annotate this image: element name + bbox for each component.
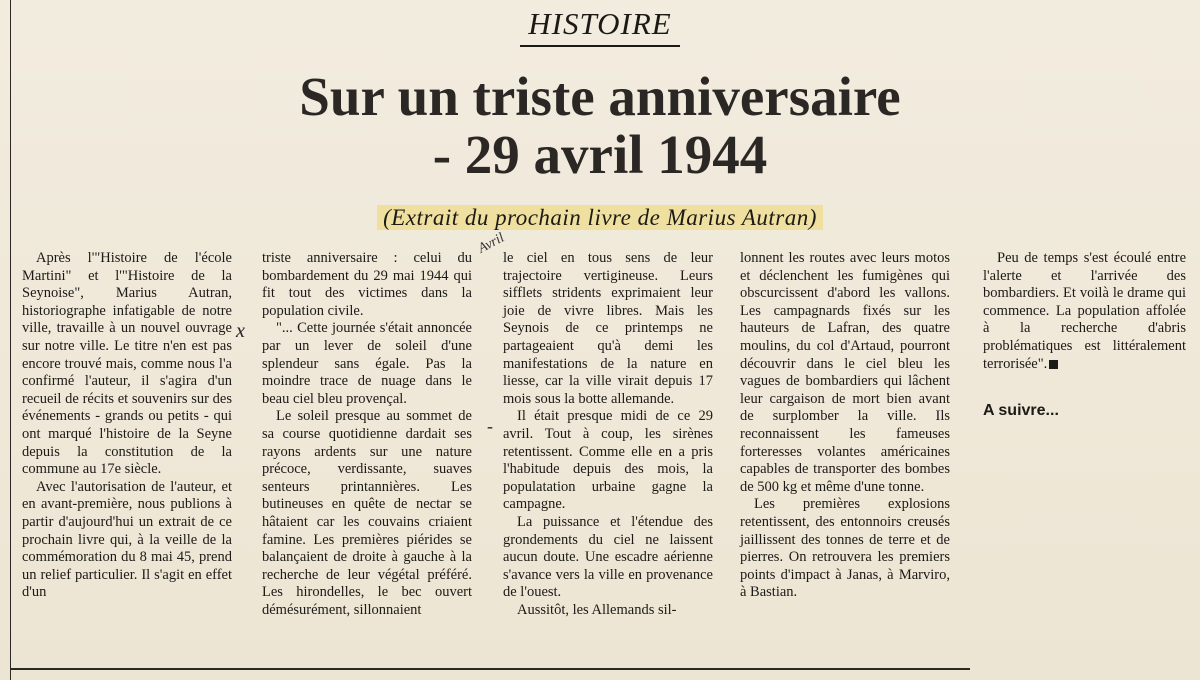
handwritten-margin-mark: x xyxy=(236,320,245,342)
section-label: HISTOIRE xyxy=(520,5,679,47)
paragraph: Avec l'autorisation de l'auteur, et en avant-première, nous publions à partir d'aujourd'hui un extrait de ce prochain livre qui, à la veille de la commémoration du 8 mai 45, prend un relief particulier. Il s'agit en effet d'un xyxy=(22,478,232,601)
bottom-border-rule xyxy=(10,668,970,670)
closing-paragraph-text: Peu de temps s'est écoulé entre l'alerte et l'arrivée des bombardiers. Et voilà le drame qui commence. La population affolée à la recherche d'abris problématiques est littéralement terrorisée". xyxy=(983,250,1186,372)
headline-line-2: - 29 avril 1944 xyxy=(432,124,768,185)
paragraph: lonnent les routes avec leurs motos et déclenchent les fumigènes qui obscurcissent d'abord les vallons. Les campagnards fixés sur les hauteurs de Lafran, des quatre moulins, du col d'Artaud, pourront découvrir dans le ciel bleu les vagues de bombardiers qui lâchent leur cargaison de mort bien avant de surplomber la ville. Ils reconnaissent les fameuses forteresses volantes américaines capables de transporter des bombes de 500 kg et même d'une tonne. xyxy=(740,250,950,495)
paragraph: triste anniversaire : celui du bombardement du 29 mai 1944 qui fit tout des victimes dans la population civile. xyxy=(262,250,472,319)
headline-line-1: Sur un triste anniversaire xyxy=(299,66,901,127)
section-heading xyxy=(0,5,1200,47)
article-column-1 xyxy=(22,250,232,602)
article-column-5 xyxy=(983,250,1186,373)
paragraph: La puissance et l'étendue des grondements du ciel ne laissent aucun doute. Une escadre aérienne s'avance vers la ville en provenance de l'ouest. xyxy=(503,513,713,601)
subheadline xyxy=(0,205,1200,231)
paragraph: Le soleil presque au sommet de sa course quotidienne dardait ses rayons ardents sur une nature précoce, verdissante, suaves senteurs printannières. Les butineuses en quête de nectar se hâtaient car les couvains criaient famine. Les premières piérides se balançaient de droite à gauche à la recherche de leur végétal préféré. Les hirondelles, le bec ouvert démésurément, sillonnaient xyxy=(262,408,472,618)
paragraph: Aussitôt, les Allemands sil- xyxy=(517,601,677,618)
to-be-continued: A suivre... xyxy=(983,402,1059,419)
article-column-3 xyxy=(503,250,713,619)
paragraph: Les premières explosions retentissent, des entonnoirs creusés jaillissent des tonnes de terre et de pierres. On retrouvera les premiers points d'impact à Janas, à Marviro, à Bastian. xyxy=(740,496,950,601)
handwritten-correction: Avril xyxy=(475,230,507,257)
end-mark-icon xyxy=(1049,360,1058,369)
subheadline-text: (Extrait du prochain livre de Marius Autran) xyxy=(377,205,823,230)
paragraph: le ciel en tous sens de leur trajectoire vertigineuse. Leurs sifflets stridents exprimaient leur joie de vivre libres. Mais les Seynois de ce printemps ne partageaient qu'à demi les manifestations de la nature en liesse, car la ville virait depuis 17 mois sous la botte allemande. xyxy=(503,250,713,407)
handwritten-margin-dash: - xyxy=(487,416,493,436)
paragraph: "... Cette journée s'était annoncée par un lever de soleil d'une splendeur sans égale. Pas la moindre trace de nuage dans le beau ciel bleu provençal. xyxy=(262,320,472,407)
article-column-4 xyxy=(740,250,950,602)
paragraph: Il était presque midi de ce 29 avril. Tout à coup, les sirènes retentissent. Comme elle en a pris l'habitude depuis des mois, la populatation urbaine gagne la campagne. xyxy=(503,408,713,513)
paragraph xyxy=(983,250,1186,373)
paragraph: Après l'"Histoire de l'école Martini" et l'"Histoire de la Seynoise", Marius Autran, historiographe infatigable de notre ville, travaille à un nouvel ouvrage sur notre ville. Le titre n'en est pas encore trouvé mais, comme nous l'a confirmé l'auteur, il s'agira d'un recueil de récits et souvenirs sur des événements - grands ou petits - qui ont marqué l'histoire de la Seyne depuis la constitution de la commune au 17e siècle. xyxy=(22,250,232,478)
headline xyxy=(0,68,1200,184)
article-column-2 xyxy=(262,250,472,619)
